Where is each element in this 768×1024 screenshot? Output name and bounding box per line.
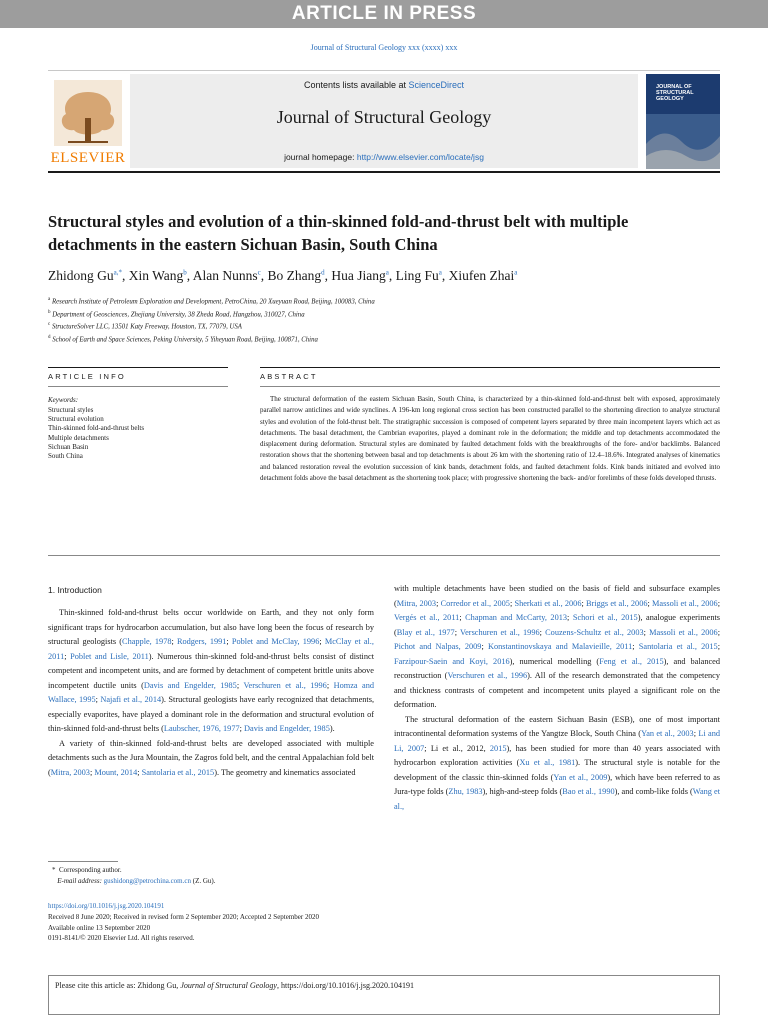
citation-link[interactable]: Santolaria et al., 2015 <box>141 767 215 777</box>
body-text: ; <box>171 637 177 646</box>
citation-link[interactable]: Yan et al., 2009 <box>553 772 608 782</box>
author-name[interactable]: Alan Nunns <box>192 268 258 283</box>
body-text: ), analogue experiments ( <box>394 613 721 637</box>
article-in-press-banner: ARTICLE IN PRESS <box>0 0 768 28</box>
keywords-label: Keywords: <box>48 396 79 404</box>
citation-link[interactable]: Homza and Wallace, 1995 <box>48 680 374 704</box>
citation-link[interactable]: Pichot and Nalpas, 2009 <box>394 642 482 651</box>
contents-prefix: Contents lists available at <box>303 80 409 90</box>
body-text: ; <box>539 627 546 637</box>
citation-link[interactable]: Verschuren et al., 1996 <box>460 627 540 637</box>
body-text: ; <box>481 642 488 651</box>
author-affiliation-marker[interactable]: d <box>321 268 325 277</box>
author-affiliation-marker[interactable]: a <box>514 268 518 277</box>
citation-link[interactable]: Vergés et al., 2011 <box>394 613 460 622</box>
affiliation-row <box>48 308 720 321</box>
intro-paragraph-4 <box>394 713 720 815</box>
body-text: ), and balanced reconstruction ( <box>394 656 721 680</box>
body-text: ; <box>632 642 639 651</box>
affiliation-marker: c <box>48 322 51 328</box>
citation-link[interactable]: Verschuren et al., 1996 <box>243 680 327 690</box>
citation-link[interactable]: Sherkati et al., 2006 <box>514 598 582 608</box>
citation-link[interactable]: Davis and Engelder, 1985 <box>143 680 237 690</box>
cover-title: JOURNAL OF STRUCTURAL GEOLOGY <box>656 84 694 102</box>
citation-link[interactable]: Li and Li, 2007 <box>394 729 720 753</box>
author-affiliation-marker[interactable]: a <box>385 268 389 277</box>
keyword-item: Structural evolution <box>48 415 104 424</box>
intro-paragraph-1 <box>48 606 374 737</box>
article-title: Structural styles and evolution of a thin-skinned fold-and-thrust belt with multiple detachments in the eastern Sichuan Basin, South China <box>48 212 629 254</box>
online-date: Available online 13 September 2020 <box>48 923 151 932</box>
author-affiliation-marker[interactable]: a <box>438 268 442 277</box>
publication-info <box>48 901 720 944</box>
affiliation-text: School of Earth and Space Sciences, Peking University, 5 Yiheyuan Road, Beijing, 100871, China <box>52 335 318 343</box>
affiliation-text: StructureSolver LLC, 13501 Katy Freeway, Houston, TX, 77079, USA <box>51 323 242 331</box>
body-text: ; <box>436 598 441 608</box>
body-text: ). The geometry and kinematics associated <box>214 767 356 777</box>
body-right-column <box>394 582 720 814</box>
body-text: ), and comb-like folds ( <box>614 787 693 796</box>
citation-link[interactable]: Blay et al., 1977 <box>396 627 455 637</box>
citation-link[interactable]: Rodgers, 1991 <box>176 637 227 646</box>
author-name[interactable]: Bo Zhang <box>267 268 322 283</box>
body-text: with multiple detachments have been studied on the basis of field and subsurface examples ( <box>394 584 720 608</box>
citation-link[interactable]: Santolaria et al., 2015 <box>638 642 718 651</box>
affiliation-text: Research Institute of Petroleum Exploration and Development, PetroChina, 20 Xueyuan Road, Beijing, 100083, China <box>51 298 375 306</box>
body-text: ; <box>95 695 101 704</box>
body-text: ). Structural geologists have early recognized that detachments, especially evaporites, have played a dominant role in the deformation and structural evolution of thin-skinned fold-and-thrust belts ( <box>48 695 375 733</box>
body-text: ; <box>236 680 244 690</box>
affiliation-row <box>48 295 720 308</box>
affiliation-row <box>48 333 720 346</box>
citation-link[interactable]: Poblet and McClay, 1996 <box>231 637 320 646</box>
article-info-heading: ARTICLE INFO <box>48 372 126 381</box>
citation-link[interactable]: Couzens-Schultz et al., 2003 <box>545 627 644 637</box>
cite-doi[interactable]: , https://doi.org/10.1016/j.jsg.2020.104191 <box>276 981 414 990</box>
citation-link[interactable]: Farzipour-Saein and Koyi, 2016 <box>394 656 510 666</box>
body-text: ; <box>693 729 699 738</box>
cover-rock-image <box>646 114 720 169</box>
citation-link[interactable]: Chapman and McCarty, 2013 <box>465 613 568 622</box>
author-name[interactable]: Xiufen Zhai <box>448 268 515 283</box>
abstract-rule <box>260 367 720 368</box>
author-list: Zhidong $Gu^{a,*}$, Xin Wang$^b$, Alan Nunns$^c$, Bo Zhang$^d$, Hua Jiang$^a$, Ling Fu$^a$, Xiufen Zhai$^a$ <box>48 268 518 283</box>
affiliation-marker: b <box>48 309 51 315</box>
journal-title: Journal of Structural Geology <box>276 107 492 127</box>
contents-lists-line <box>130 80 638 90</box>
body-text: A variety of thin-skinned fold-and-thrust belts are developed associated with multiple detachments such as the Jura Mountain, the Zagros fold belt, and the central Appalachian fold belt ( <box>48 738 375 777</box>
keyword-item: Sichuan Basin <box>48 442 89 451</box>
author-name[interactable]: Xin Wang <box>128 268 184 283</box>
citation-link[interactable]: Poblet and Lisle, 2011 <box>70 651 149 661</box>
citation-link[interactable]: Schori et al., 2015 <box>572 613 638 622</box>
author-name[interactable]: Zhidong Gu <box>48 268 114 283</box>
journal-cover-thumbnail <box>646 74 720 169</box>
body-text: ). All of the research demonstrated that the competency and thickness contrasts of competent and incompetent units played a significant role on the deformation. <box>394 671 720 709</box>
body-text: ; <box>239 724 245 733</box>
asterisk-marker: * <box>52 866 56 874</box>
introduction-heading: 1. Introduction <box>48 585 102 595</box>
body-text: ). The structural style is notable for the development of the classic thin-skinned folds ( <box>394 758 720 782</box>
body-text: ), which have been referred to as Jura-type folds ( <box>394 772 720 796</box>
homepage-link[interactable]: http://www.elsevier.com/locate/jsg <box>356 152 484 162</box>
body-text: ; <box>326 680 334 690</box>
citation-link[interactable]: Verschuren et al., 1996 <box>447 671 528 680</box>
intro-paragraph-2 <box>48 737 374 781</box>
citation-link[interactable]: Chapple, 1978 <box>122 637 172 646</box>
citation-link[interactable]: Mitra, 2003 <box>396 598 437 608</box>
corresponding-text: Corresponding author. <box>59 866 122 874</box>
body-text: ; <box>567 613 573 622</box>
keyword-list <box>48 406 228 461</box>
citation-link[interactable]: Xu et al., 1981 <box>519 758 576 767</box>
please-cite-box <box>48 975 720 1015</box>
body-text: ), numerical modelling ( <box>509 656 600 666</box>
copyright-line: 0191-8141/© 2020 Elsevier Ltd. All rights reserved. <box>48 934 195 943</box>
citation-link[interactable]: Mount, 2014 <box>94 767 138 777</box>
body-text: Thin-skinned fold-and-thrust belts occur worldwide on Earth, and they not only form significant traps for hydrocarbon accumulation, but also have long been the focus of research by structural geologists ( <box>48 608 374 646</box>
email-label: E-mail address: <box>57 876 104 885</box>
author-affiliation-marker[interactable]: b <box>183 268 187 277</box>
affiliation-list <box>48 295 720 345</box>
body-text: ; <box>226 637 232 646</box>
email-suffix: (Z. Gu). <box>190 876 216 885</box>
elsevier-wordmark: ELSEVIER <box>50 150 126 166</box>
citation-link[interactable]: Feng et al., 2015 <box>599 656 664 666</box>
email-link[interactable]: gushidong@petrochina.com.cn <box>103 876 191 885</box>
abstract-heading: ABSTRACT <box>260 372 318 381</box>
intro-paragraph-3 <box>394 582 720 713</box>
body-text: ; <box>717 642 720 651</box>
citation-link[interactable]: 2015 <box>489 743 507 753</box>
article-info-rule <box>48 367 228 368</box>
body-text: ), has been studied for more than 40 years associated with hydrocarbon exploration activities ( <box>394 743 720 767</box>
body-text: ; <box>717 598 720 608</box>
body-text: ; Li et al., 2012, <box>424 743 490 753</box>
footnote-rule <box>48 861 118 862</box>
sciencedirect-link[interactable]: ScienceDirect <box>408 80 465 90</box>
citation-link[interactable]: Mitra, 2003 <box>50 767 90 777</box>
body-text: ). <box>329 724 335 733</box>
body-text: ; <box>581 598 587 608</box>
abstract-subrule <box>260 386 720 387</box>
body-text: ; <box>454 627 461 637</box>
cite-prefix: Please cite this article as: Zhidong Gu, <box>55 981 181 990</box>
body-text: ; <box>717 627 720 637</box>
body-text: The structural deformation of the eastern Sichuan Basin (ESB), one of most important intracontinental deformation systems of the Yangtze Block, South China ( <box>394 714 720 738</box>
cite-journal: Journal of Structural Geology <box>180 981 277 990</box>
citation-link[interactable]: Najafi et al., 2014 <box>100 695 162 704</box>
citation-link[interactable]: Briggs et al., 2006 <box>586 598 648 608</box>
affiliation-text: Department of Geosciences, Zhejiang University, 38 Zheda Road, Hangzhou, 310027, China <box>52 310 305 318</box>
body-left-column <box>48 606 374 780</box>
citation-link[interactable]: Wang et al., <box>394 787 720 811</box>
body-text: ; <box>509 598 515 608</box>
body-text: ; <box>89 767 95 777</box>
author-name[interactable]: Ling Fu <box>395 268 439 283</box>
keyword-item: Structural styles <box>48 406 94 414</box>
abstract-bottom-rule <box>48 555 720 556</box>
citation-link[interactable]: Konstantinovskaya and Malavieille, 2011 <box>487 642 633 651</box>
citation-link[interactable]: Massoli et al., 2006 <box>652 598 718 608</box>
body-text: ; <box>137 767 142 777</box>
citation-link[interactable]: Massoli et al., 2006 <box>649 627 718 637</box>
affiliation-marker: d <box>48 334 51 340</box>
article-info-subrule <box>48 386 228 387</box>
citation-link[interactable]: McClay et al., 2011 <box>48 637 374 661</box>
keyword-item: Multiple detachments <box>48 433 109 442</box>
abstract-text: The structural deformation of the eastern Sichuan Basin, South China, is characterized by a thin-skinned fold-and-thrust belt with exposed, approximately parallel narrow anticlines and wide synclines. A 196-km long regional cross section has been constructed parallel to the shortening direction to analyze structural styles and evolution of the fold-thrust belt. The stratigraphic succession is composed of competent layers separated by three main incompetent layers which act as detachments. The basal detachment, the Cambrian evaporites, played a dominant role in the deformation; the middle and top detachments accommodated the displacement during deformation. Structural styles are dominated by faulted detachment folds with the breakthroughs of the fore- and/or backlimbs. Balanced restoration shows that the shortening between basal and top detachments is about 26 km with the shortening ratio of 12.4–18.6%. Integrated analyses of kinematics and balanced restoration reveal the evolution succession of kink bands, detachment folds, and faulted detachment folds. Kink bands initiated and evolved into detachment folds above the basal detachment as the shortening took place; with progressive shortening the back- and/or forelimbs of these folds developed thrusts. <box>260 395 720 483</box>
homepage-prefix: journal homepage: <box>284 152 357 162</box>
affiliation-row <box>48 320 720 333</box>
body-text: ; <box>459 613 466 622</box>
keyword-item: South China <box>48 452 83 461</box>
body-text: ; <box>647 598 653 608</box>
received-dates: Received 8 June 2020; Received in revised form 2 September 2020; Accepted 2 September 2020 <box>48 912 319 921</box>
body-text: ; <box>643 627 650 637</box>
masthead-top-rule <box>48 70 720 71</box>
corresponding-author-note <box>52 865 652 886</box>
journal-reference-line[interactable]: Journal of Structural Geology xxx (xxxx) xxx <box>310 43 458 52</box>
doi-link[interactable]: https://doi.org/10.1016/j.jsg.2020.104191 <box>48 902 165 910</box>
author-affiliation-marker[interactable]: c <box>257 268 261 277</box>
body-text: ), high-and-steep folds ( <box>482 787 563 796</box>
body-text: ; <box>319 637 325 646</box>
journal-homepage-line <box>130 152 638 162</box>
citation-link[interactable]: Laubscher, 1976, 1977 <box>163 724 240 733</box>
body-text: ; <box>64 651 71 661</box>
citation-link[interactable]: Bao et al., 1990 <box>562 787 615 796</box>
citation-link[interactable]: Davis and Engelder, 1985 <box>244 724 330 733</box>
citation-link[interactable]: Corredor et al., 2005 <box>440 598 510 608</box>
citation-link[interactable]: Yan et al., 2003 <box>641 729 694 738</box>
author-name[interactable]: Hua Jiang <box>331 268 386 283</box>
masthead-bottom-rule <box>48 171 720 173</box>
keyword-item: Thin-skinned fold-and-thrust belts <box>48 424 145 433</box>
affiliation-marker: a <box>48 297 51 302</box>
author-affiliation-marker[interactable]: a,* <box>113 268 122 277</box>
citation-link[interactable]: Zhu, 1983 <box>448 787 483 796</box>
body-text: ). Numerous thin-skinned fold-and-thrust belts consist of distinct competent and incompetent units, and are formed by detachment of competent brittle units above incompetent ductile units ( <box>48 651 374 690</box>
